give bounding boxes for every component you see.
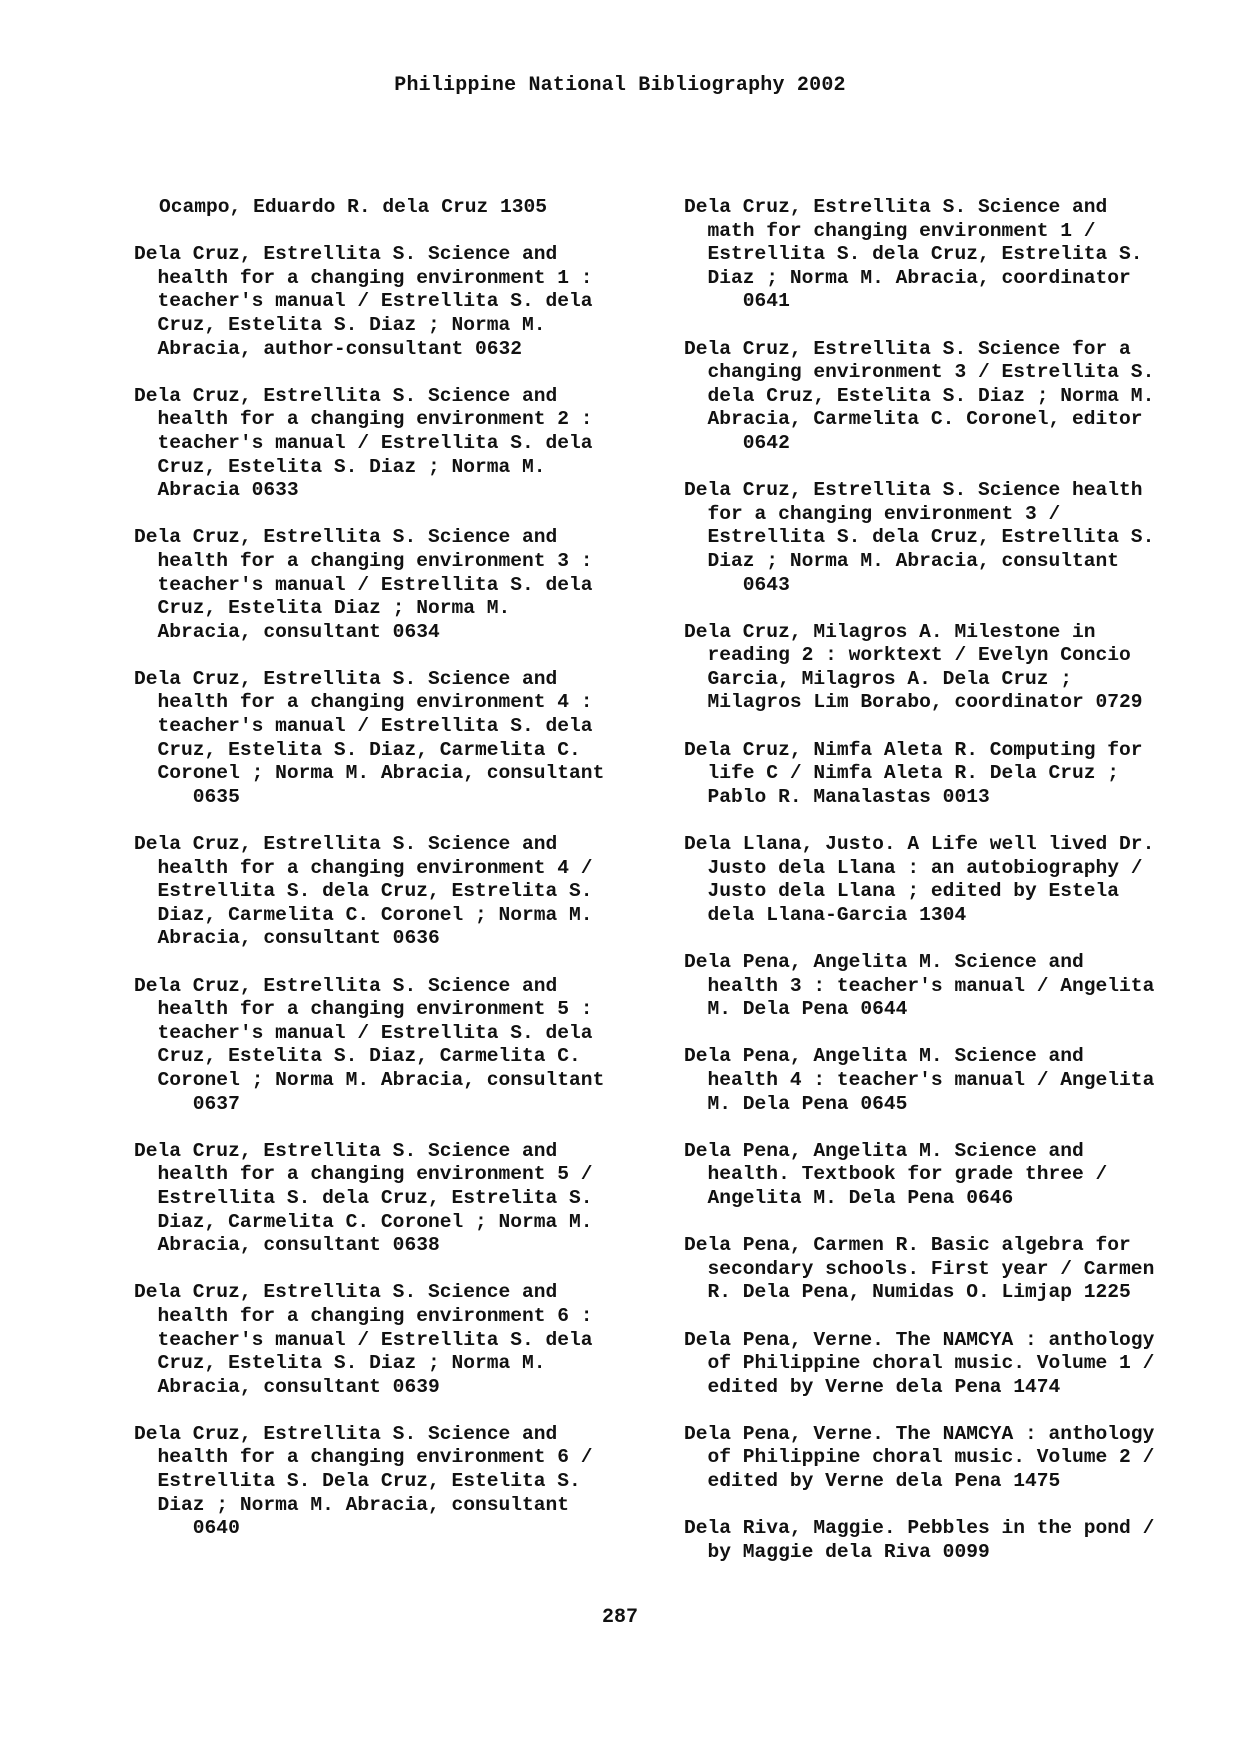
bibliography-entry: Dela Pena, Angelita M. Science and health 4 : teacher's manual / Angelita M. Dela Pena 0645: [684, 1045, 1155, 1115]
bibliography-entry: Dela Cruz, Milagros A. Milestone in reading 2 : worktext / Evelyn Concio Garcia, Milagros A. Dela Cruz ; Milagros Lim Borabo, coordinator 0729: [684, 620, 1143, 714]
bibliography-entry: Dela Pena, Angelita M. Science and health 3 : teacher's manual / Angelita M. Dela Pena 0644: [684, 951, 1155, 1021]
bibliography-entry: Dela Cruz, Estrellita S. Science and health for a changing environment 5 / Estrellita S. dela Cruz, Estrelita S. Diaz, Carmelita C. Coronel ; Norma M. Abracia, consultant 0638: [134, 1139, 593, 1257]
bibliography-entry: Dela Cruz, Estrellita S. Science and health for a changing environment 2 : teacher's manual / Estrellita S. dela Cruz, Estelita S. Diaz ; Norma M. Abracia 0633: [134, 384, 593, 502]
bibliography-entry: Dela Cruz, Estrellita S. Science for a changing environment 3 / Estrellita S. dela Cruz, Estelita S. Diaz ; Norma M. Abracia, Carmelita C. Coronel, editor 0642: [684, 337, 1155, 454]
bibliography-entry: Dela Cruz, Nimfa Aleta R. Computing for life C / Nimfa Aleta R. Dela Cruz ; Pablo R. Manalastas 0013: [684, 738, 1143, 808]
right-column: [684, 196, 1204, 1588]
bibliography-entry: Dela Cruz, Estrellita S. Science and health for a changing environment 4 / Estrellita S. dela Cruz, Estrelita S. Diaz, Carmelita C. Coronel ; Norma M. Abracia, consultant 0636: [134, 833, 593, 950]
bibliography-entry: Dela Llana, Justo. A Life well lived Dr. Justo dela Llana : an autobiography / Justo dela Llana ; edited by Estela dela Llana-Garcia 1304: [684, 833, 1155, 926]
bibliography-entry: Dela Cruz, Estrellita S. Science and health for a changing environment 6 / Estrellita S. Dela Cruz, Estelita S. Diaz ; Norma M. Abracia, consultant 0640: [134, 1422, 593, 1540]
left-column: [134, 196, 654, 1564]
bibliography-entry: Dela Cruz, Estrellita S. Science and health for a changing environment 4 : teacher's manual / Estrellita S. dela Cruz, Estelita S. Diaz, Carmelita C. Coronel ; Norma M. Abracia, consultant 0635: [134, 667, 605, 808]
bibliography-entry: Dela Cruz, Estrellita S. Science and health for a changing environment 1 : teacher's manual / Estrellita S. dela Cruz, Estelita S. Diaz ; Norma M. Abracia, author-consultant 0632: [134, 243, 593, 360]
bibliography-entry: Dela Cruz, Estrellita S. Science and health for a changing environment 5 : teacher's manual / Estrellita S. dela Cruz, Estelita S. Diaz, Carmelita C. Coronel ; Norma M. Abracia, consultant 0637: [134, 974, 605, 1115]
bibliography-entry: Dela Cruz, Estrellita S. Science health for a changing environment 3 / Estrellita S. dela Cruz, Estrellita S. Diaz ; Norma M. Abracia, consultant 0643: [684, 479, 1155, 596]
bibliography-entry: Dela Cruz, Estrellita S. Science and math for changing environment 1 / Estrellita S. dela Cruz, Estrelita S. Diaz ; Norma M. Abracia, coordinator 0641: [684, 196, 1143, 313]
bibliography-entry: Dela Cruz, Estrellita S. Science and health for a changing environment 3 : teacher's manual / Estrellita S. dela Cruz, Estelita Diaz ; Norma M. Abracia, consultant 0634: [134, 526, 593, 643]
bibliography-entry: Ocampo, Eduardo R. dela Cruz 1305: [159, 196, 548, 218]
bibliography-entry: Dela Pena, Verne. The NAMCYA : anthology of Philippine choral music. Volume 2 / edited by Verne dela Pena 1475: [684, 1422, 1155, 1493]
page-header: Philippine National Bibliography 2002: [394, 74, 846, 97]
bibliography-entry: Dela Pena, Carmen R. Basic algebra for secondary schools. First year / Carmen R. Dela Pena, Numidas O. Limjap 1225: [684, 1234, 1155, 1304]
page-number: 287: [601, 1606, 638, 1629]
bibliography-entry: Dela Riva, Maggie. Pebbles in the pond / by Maggie dela Riva 0099: [684, 1517, 1155, 1563]
bibliography-entry: Dela Cruz, Estrellita S. Science and health for a changing environment 6 : teacher's manual / Estrellita S. dela Cruz, Estelita S. Diaz ; Norma M. Abracia, consultant 0639: [134, 1281, 593, 1398]
bibliography-entry: Dela Pena, Angelita M. Science and health. Textbook for grade three / Angelita M. Dela Pena 0646: [684, 1139, 1108, 1209]
bibliography-entry: Dela Pena, Verne. The NAMCYA : anthology of Philippine choral music. Volume 1 / edited by Verne dela Pena 1474: [684, 1328, 1155, 1398]
